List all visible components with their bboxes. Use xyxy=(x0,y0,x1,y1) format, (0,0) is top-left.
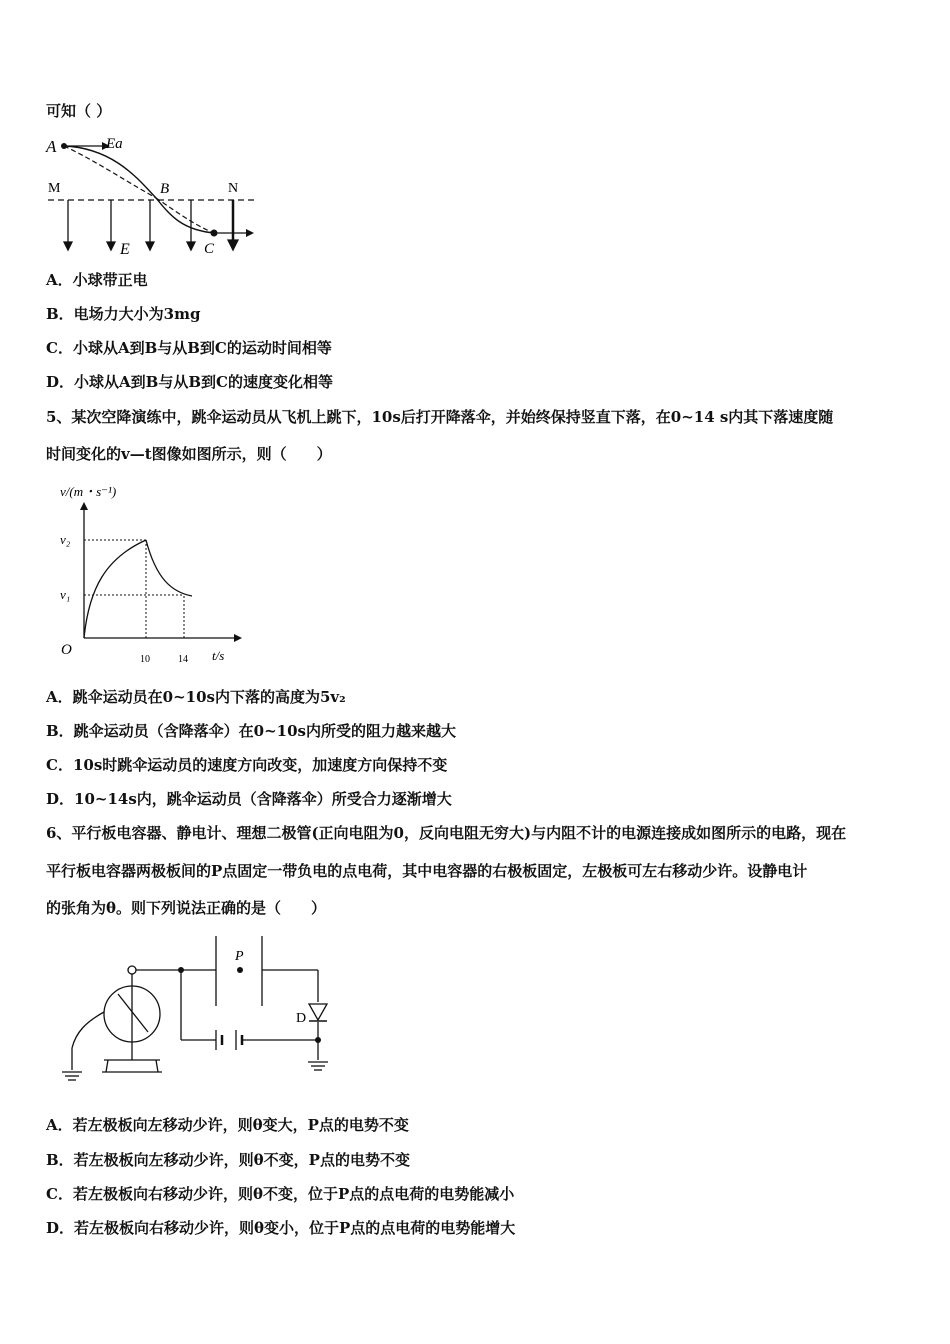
q4-option-d: D．小球从A到B与从B到C的速度变化相等 xyxy=(46,373,333,391)
q6-option-c: C．若左极板向右移动少许，则θ不变，位于P点的点电荷的电势能减小 xyxy=(46,1185,515,1203)
series-10-14s xyxy=(146,540,192,596)
label-B: B xyxy=(160,181,170,197)
q5-vt-chart xyxy=(56,478,256,668)
q5-option-a: A．跳伞运动员在0~10s内下落的高度为5v₂ xyxy=(46,688,346,706)
q4-option-a: A．小球带正电 xyxy=(46,271,148,289)
y-axis-arrow xyxy=(80,502,88,510)
q4-stem-tail: 可知（ ） xyxy=(46,102,112,120)
q4-figure xyxy=(44,130,264,260)
x-axis-label: t/s xyxy=(212,648,225,663)
q6-stem-line3: 的张角为θ。则下列说法正确的是（ ） xyxy=(46,899,327,917)
q6-option-a: A．若左极板向左移动少许，则θ变大，P点的电势不变 xyxy=(46,1116,409,1134)
label-Ea: Ea xyxy=(106,136,123,152)
label-P: P xyxy=(235,949,244,964)
q6-option-d: D．若左极板向右移动少许，则θ变小，位于P点的点电荷的电势能增大 xyxy=(46,1219,516,1237)
series-0-10s xyxy=(84,540,146,638)
y-tick-v1: v₁ xyxy=(60,587,71,602)
q5-option-b: B．跳伞运动员（含降落伞）在0~10s内所受的阻力越来越大 xyxy=(46,722,457,740)
y-tick-v2: v₂ xyxy=(60,532,71,547)
label-E: E xyxy=(120,241,130,258)
q6-stem-line1: 6、平行板电容器、静电计、理想二极管(正向电阻为0，反向电阻无穷大)与内阻不计的电源连接成如图所示的电路，现在 xyxy=(46,824,847,842)
q6-option-b: B．若左极板向左移动少许，则θ不变，P点的电势不变 xyxy=(46,1151,410,1169)
q4-option-b: B．电场力大小为3mg xyxy=(46,305,201,323)
q5-option-c: C．10s时跳伞运动员的速度方向改变，加速度方向保持不变 xyxy=(46,756,448,774)
x-tick-10: 10 xyxy=(140,654,150,665)
x-axis-arrow xyxy=(234,634,242,642)
label-D: D xyxy=(296,1011,307,1026)
origin-label: O xyxy=(61,642,72,658)
q6-circuit-figure xyxy=(56,932,346,1092)
q5-stem-line1: 5、某次空降演练中，跳伞运动员从飞机上跳下，10s后打开降落伞，并始终保持竖直下落，在0~14 s内其下落速度随 xyxy=(46,408,834,426)
q4-option-c: C．小球从A到B与从B到C的运动时间相等 xyxy=(46,339,332,357)
label-N: N xyxy=(228,181,239,196)
q5-option-d: D．10~14s内，跳伞运动员（含降落伞）所受合力逐渐增大 xyxy=(46,790,452,808)
x-tick-14: 14 xyxy=(178,654,188,665)
label-C: C xyxy=(204,241,215,257)
label-A: A xyxy=(46,137,57,156)
q5-stem-line2: 时间变化的v—t图像如图所示，则（ ） xyxy=(46,445,332,463)
label-M: M xyxy=(48,181,61,196)
q6-stem-line2: 平行板电容器两极板间的P点固定一带负电的点电荷，其中电容器的右极板固定，左极板可左右移动少许。设静电计 xyxy=(46,862,808,880)
y-axis-label: v/(m・s⁻¹) xyxy=(60,484,117,499)
